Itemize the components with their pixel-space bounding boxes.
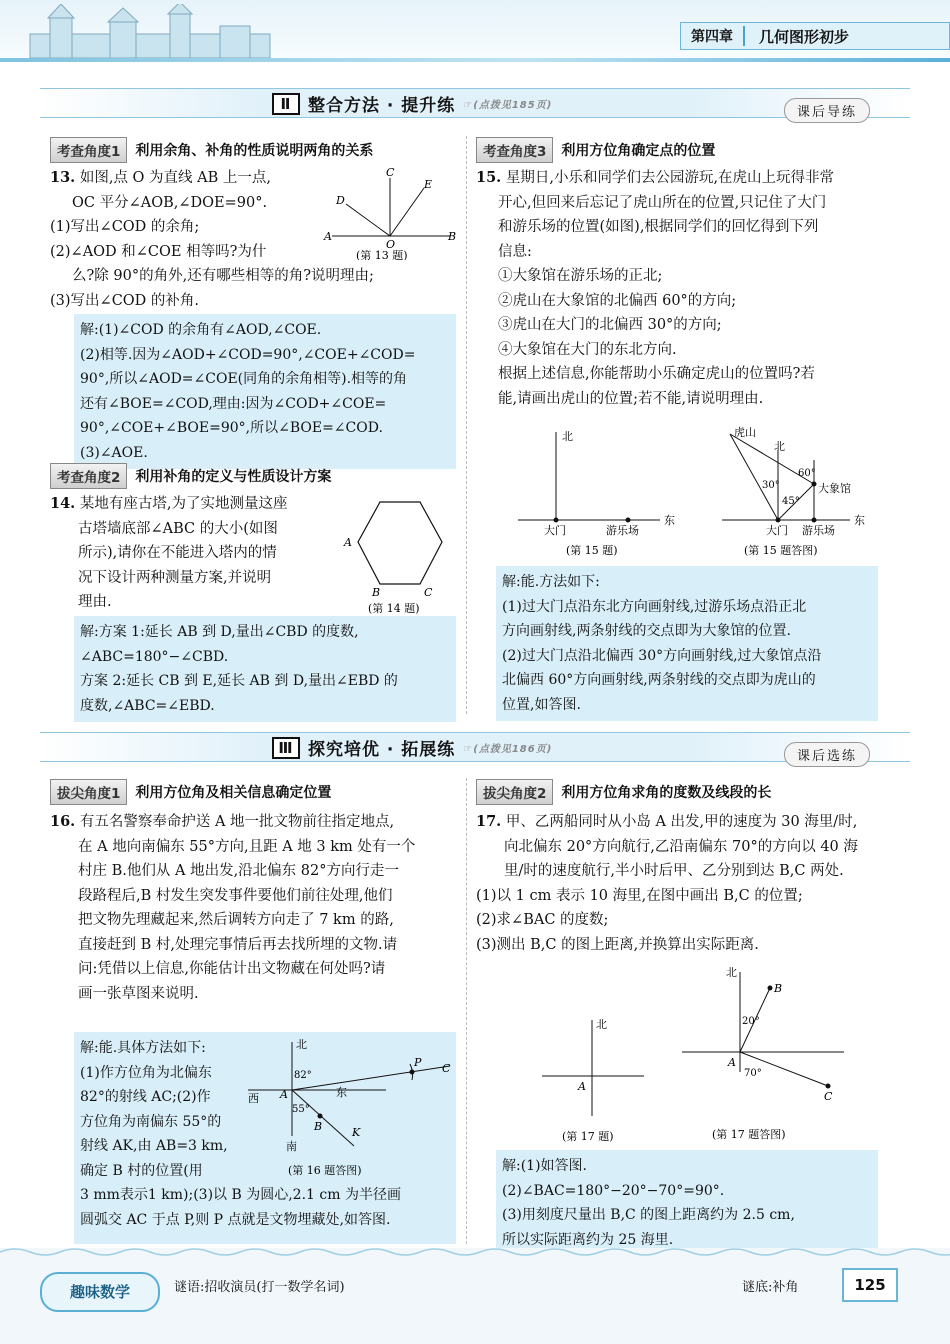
svg-text:B: B — [372, 586, 381, 599]
svg-text:虎山: 虎山 — [734, 426, 756, 439]
chapter-title: 几何图形初步 — [759, 27, 850, 46]
svg-text:B: B — [448, 230, 457, 243]
castle-illustration — [20, 4, 280, 60]
svg-text:东: 东 — [664, 514, 675, 527]
svg-text:A: A — [344, 536, 352, 549]
svg-text:大门: 大门 — [544, 524, 566, 537]
column-divider — [466, 136, 467, 714]
svg-text:北: 北 — [296, 1038, 307, 1051]
figure-14 — [340, 492, 460, 616]
svg-text:C: C — [424, 586, 433, 599]
svg-text:70°: 70° — [744, 1068, 762, 1079]
svg-text:30°: 30° — [762, 480, 780, 491]
section-tag: 课后导练 — [784, 98, 870, 123]
page-number: 125 — [842, 1268, 898, 1302]
solution-15: 解:能.方法如下: (1)过大门点沿东北方向画射线,过游乐场点沿正北 方向画射线,两条射线的交点即为大象馆的位置. (2)过大门点沿北偏西 30°方向画射线,过大象馆点沿 北偏西 60°方向画射线,两条射线的交点即为虎山的 位置,如答图. — [496, 566, 878, 721]
roman-numeral: Ⅱ — [272, 93, 300, 115]
svg-text:东: 东 — [854, 514, 865, 527]
angle-tag: 考查角度1 — [50, 137, 127, 163]
svg-text:(第 17 题): (第 17 题) — [562, 1130, 614, 1143]
svg-text:西: 西 — [248, 1092, 259, 1105]
svg-text:A: A — [578, 1080, 586, 1093]
angle-title: 利用方位角及相关信息确定位置 — [135, 785, 332, 801]
column-divider — [466, 778, 467, 1244]
svg-text:大象馆: 大象馆 — [818, 482, 851, 495]
svg-text:(第 15 题答图): (第 15 题答图) — [744, 544, 818, 557]
hint-text: ☞(点拨见185页) — [463, 100, 553, 111]
roman-numeral: Ⅲ — [272, 737, 300, 759]
figure-16-answer — [236, 1036, 458, 1182]
chapter-label: 第四章 — [681, 26, 745, 46]
riddle-answer: 谜底:补角 — [742, 1280, 799, 1295]
section-2-title — [272, 91, 552, 116]
svg-text:(第 15 题): (第 15 题) — [566, 544, 618, 557]
svg-text:(第 17 题答图): (第 17 题答图) — [712, 1128, 786, 1141]
svg-text:北: 北 — [562, 430, 573, 443]
solution-16: 解:能.具体方法如下: (1)作方位角为北偏东 82°的射线 AC;(2)作 方位角为南偏东 55°的 射线 AK,由 AB=3 km, 确定 B 村的位置(用 3 mm表示1 km);(3)以 B 为圆心,2.1 cm 为半径画 圆弧交 AC 于点 P,则 P 点就是文物埋藏处,如答图. — [74, 1032, 456, 1244]
svg-text:20°: 20° — [742, 1016, 760, 1027]
svg-text:(第 16 题答图): (第 16 题答图) — [288, 1164, 362, 1177]
figure-17 — [536, 1012, 656, 1146]
angle-title: 利用方位角求角的度数及线段的长 — [561, 785, 772, 801]
angle-title: 利用余角、补角的性质说明两角的关系 — [135, 143, 374, 159]
riddle-text: 谜语:招收演员(打一数学名词) — [174, 1280, 345, 1295]
solution-17: 解:(1)如答图. (2)∠BAC=180°−20°−70°=90°. (3)用刻度尺量出 B,C 的图上距离约为 2.5 cm, 所以实际距离约为 25 海里. — [496, 1150, 878, 1256]
svg-text:游乐场: 游乐场 — [606, 524, 639, 537]
svg-text:A: A — [728, 1056, 736, 1069]
angle-title: 利用补角的定义与性质设计方案 — [135, 469, 332, 485]
header-line — [0, 58, 950, 62]
chapter-box — [680, 22, 950, 50]
svg-text:B: B — [314, 1120, 323, 1133]
section-tag: 课后选练 — [784, 742, 870, 767]
svg-text:A: A — [324, 230, 332, 243]
svg-text:(第 14 题): (第 14 题) — [368, 602, 420, 615]
svg-text:B: B — [774, 982, 783, 995]
svg-text:K: K — [352, 1126, 361, 1139]
svg-text:北: 北 — [596, 1018, 607, 1031]
angle-tag: 考查角度2 — [50, 463, 127, 489]
question-15: 15. 星期日,小乐和同学们去公园游玩,在虎山上玩得非常 开心,但回来后忘记了虎山所在的位置,只记住了大门 和游乐场的位置(如图),根据同学们的回忆得到下列 信息: ①大象馆在游乐场的正北; ②虎山在大象馆的北偏西 60°的方向; ③虎山在大门的北偏西 30°的方向; ④大象馆在大门的东北方向. 根据上述信息,你能帮助小乐确定虎山的位置吗?若 能,请画出虎山的位置;若不能,请说明理由. — [476, 169, 835, 407]
svg-text:D: D — [336, 194, 345, 207]
svg-text:82°: 82° — [294, 1070, 312, 1081]
svg-text:E: E — [424, 178, 433, 191]
figure-13 — [320, 166, 460, 260]
question-14: 14. 某地有座古塔,为了实地测量这座 古塔墙底部∠ABC 的大小(如图 所示),请你在不能进入塔内的情 况下设计两种测量方案,并说明 理由. — [50, 495, 288, 610]
svg-text:P: P — [414, 1056, 422, 1069]
question-17: 17. 甲、乙两船同时从小岛 A 出发,甲的速度为 30 海里/时, 向北偏东 20°方向航行,乙沿南偏东 70°的方向以 40 海 里/时的速度航行,半小时后甲、乙分别到达 B,C 两处. (1)以 1 cm 表示 10 海里,在图中画出 B,C 的位置; (2)求∠BAC 的度数; (3)测出 B,C 的图上距离,并换算出实际距离. — [476, 813, 858, 953]
angle-title: 利用方位角确定点的位置 — [561, 143, 716, 159]
figure-15-answer — [714, 420, 874, 564]
question-16: 16. 有五名警察奉命护送 A 地一批文物前往指定地点, 在 A 地向南偏东 55°方向,且距 A 地 3 km 处有一个 村庄 B.他们从 A 地出发,沿北偏东 82°方向行走一 段路程后,B 村发生突发事件要他们前往处理,他们 把文物先理藏起来,然后调转方向走了 7 km 的路, 直接赶到 B 村,处理完事情后再去找所埋的文物.请 问:凭借以上信息,你能估计出文物藏在何处吗?请 画一张草图来说明. — [50, 813, 416, 1002]
svg-text:北: 北 — [726, 966, 737, 979]
svg-text:大门: 大门 — [766, 524, 788, 537]
svg-text:45°: 45° — [782, 496, 800, 507]
section-title-text: 探究培优 · 拓展练 — [308, 740, 456, 760]
question-13: 13. 如图,点 O 为直线 AB 上一点, OC 平分∠AOB,∠DOE=90°. (1)写出∠COD 的余角; (2)∠AOD 和∠COE 相等吗?为什 么?除 90°的角外,还有哪些相等的角?说明理由; (3)写出∠COD 的补角. — [50, 169, 374, 309]
footer-wave-line — [0, 1246, 950, 1258]
figure-17-answer — [676, 962, 866, 1146]
svg-text:南: 南 — [286, 1140, 297, 1153]
svg-text:O: O — [386, 238, 396, 251]
svg-text:C: C — [442, 1062, 451, 1075]
svg-text:C: C — [824, 1090, 833, 1103]
solution-13: 解:(1)∠COD 的余角有∠AOD,∠COE. (2)相等.因为∠AOD+∠COD=90°,∠COE+∠COD= 90°,所以∠AOD=∠COE(同角的余角相等).相等的角 还有∠BOE=∠COD,理由:因为∠COD+∠COE= 90°,∠COE+∠BOE=90°,所以∠BOE=∠COD. (3)∠AOE. — [74, 314, 456, 469]
hint-text: ☞(点拨见186页) — [463, 744, 553, 755]
svg-text:游乐场: 游乐场 — [802, 524, 835, 537]
figure-15 — [510, 424, 680, 564]
fun-math-logo: 趣味数学 — [40, 1272, 160, 1312]
angle-tag: 拔尖角度2 — [476, 779, 553, 805]
section-title-text: 整合方法 · 提升练 — [308, 96, 456, 116]
solution-14: 解:方案 1:延长 AB 到 D,量出∠CBD 的度数, ∠ABC=180°−∠CBD. 方案 2:延长 CB 到 E,延长 AB 到 D,量出∠EBD 的 度数,∠ABC=∠EBD. — [74, 616, 456, 722]
angle-tag: 拔尖角度1 — [50, 779, 127, 805]
angle-tag: 考查角度3 — [476, 137, 553, 163]
svg-text:北: 北 — [774, 440, 785, 453]
svg-text:(第 13 题): (第 13 题) — [356, 249, 408, 260]
svg-text:55°: 55° — [292, 1104, 310, 1115]
svg-text:60°: 60° — [798, 468, 816, 479]
svg-text:A: A — [280, 1088, 288, 1101]
svg-text:东: 东 — [336, 1086, 347, 1099]
svg-text:C: C — [386, 166, 395, 179]
section-3-title — [272, 735, 552, 760]
